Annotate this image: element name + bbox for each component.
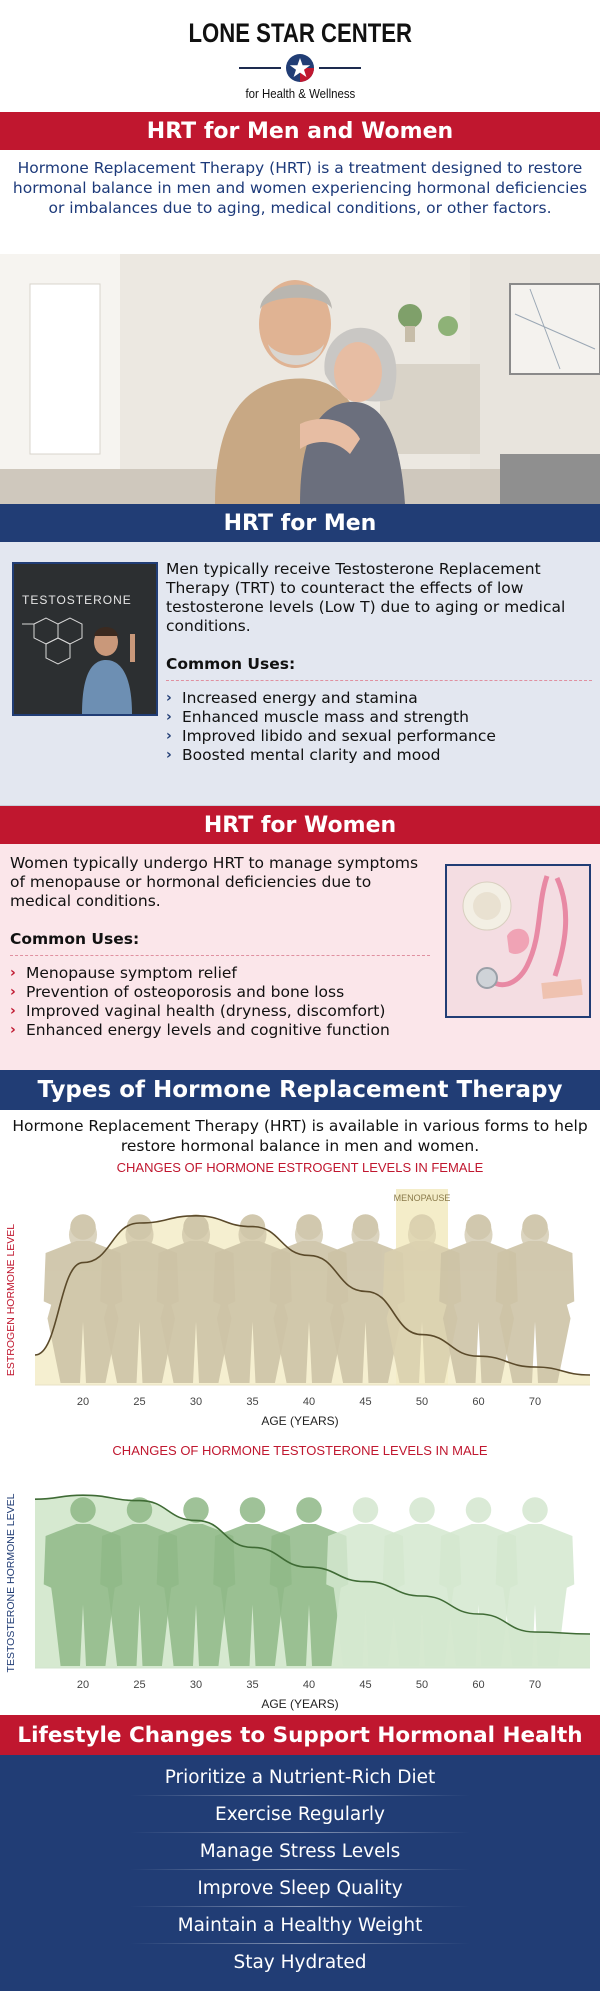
- x-tick-label: 50: [415, 1679, 429, 1691]
- stethoscope-illustration: [447, 866, 589, 1016]
- list-item: › Improved vaginal health (dryness, discomfort): [10, 1002, 386, 1020]
- chevron-right-icon: ›: [10, 1003, 16, 1019]
- women-title: HRT for Women: [0, 806, 600, 844]
- list-item: › Prevention of osteoporosis and bone loss: [10, 983, 345, 1001]
- women-uses-title: Common Uses:: [10, 930, 140, 948]
- men-divider: [166, 680, 592, 681]
- list-item: › Improved libido and sexual performance: [166, 727, 496, 745]
- couple-photo: [0, 254, 600, 504]
- types-intro: Hormone Replacement Therapy (HRT) is available in various forms to help restore hormonal balance in men and women.: [12, 1117, 588, 1155]
- lifestyle-item: Stay Hydrated: [233, 1951, 367, 1973]
- hero-title: HRT for Men and Women: [0, 112, 600, 150]
- women-description: Women typically undergo HRT to manage symptoms of menopause or hormonal deficiencies due to medical conditions.: [10, 854, 419, 910]
- women-section: [0, 844, 600, 1070]
- x-tick-label: 20: [76, 1396, 90, 1408]
- men-content: [166, 560, 592, 765]
- list-item: › Enhanced energy levels and cognitive function: [10, 1021, 390, 1039]
- lifestyle-item: Prioritize a Nutrient-Rich Diet: [164, 1766, 436, 1788]
- women-uses-list: [10, 964, 430, 1040]
- brand-tagline: for Health & Wellness: [245, 86, 355, 101]
- list-item: › Increased energy and stamina: [166, 689, 418, 707]
- lifestyle-item: Maintain a Healthy Weight: [177, 1914, 423, 1936]
- men-title: HRT for Men: [0, 504, 600, 542]
- male-chart-title: CHANGES OF HORMONE TESTOSTERONE LEVELS IN MALE: [112, 1443, 488, 1458]
- men-section: [0, 542, 600, 806]
- x-tick-label: 60: [472, 1396, 485, 1408]
- x-tick-label: 45: [359, 1396, 372, 1408]
- x-tick-label: 50: [415, 1396, 429, 1408]
- y-axis-label: TESTOSTERONE HORMONE LEVEL: [5, 1493, 17, 1673]
- hero-intro: Hormone Replacement Therapy (HRT) is a treatment designed to restore hormonal balance in men and women experiencing hormonal deficiencies or imbalances due to aging, medical conditions, or other factors.: [12, 159, 588, 217]
- lifestyle-section: [0, 1755, 600, 1991]
- logo-divider-right: [319, 67, 361, 69]
- logo-emblem: [0, 53, 600, 83]
- x-tick-label: 30: [189, 1396, 203, 1408]
- types-title: Types of Hormone Replacement Therapy: [0, 1070, 600, 1110]
- chevron-right-icon: ›: [166, 690, 172, 706]
- list-item: › Menopause symptom relief: [10, 964, 237, 982]
- x-axis-label: AGE (YEARS): [261, 1697, 339, 1711]
- men-uses-list: [166, 689, 592, 765]
- x-tick-label: 70: [528, 1679, 542, 1691]
- x-tick-label: 25: [133, 1679, 146, 1691]
- list-item: › Enhanced muscle mass and strength: [166, 708, 469, 726]
- x-tick-label: 60: [472, 1679, 485, 1691]
- lifestyle-item: Exercise Regularly: [215, 1803, 385, 1825]
- chevron-right-icon: ›: [10, 1022, 16, 1038]
- x-axis-label: AGE (YEARS): [261, 1414, 339, 1428]
- silhouette-figure: [496, 1214, 575, 1383]
- couple-illustration: [0, 254, 600, 504]
- menopause-label: MENOPAUSE: [393, 1193, 451, 1203]
- women-content: [10, 854, 430, 1040]
- logo: [0, 18, 600, 102]
- chevron-right-icon: ›: [166, 728, 172, 744]
- logo-divider-left: [239, 67, 281, 69]
- x-tick-label: 30: [189, 1679, 203, 1691]
- male-chart: [0, 1458, 600, 1715]
- x-tick-label: 35: [246, 1679, 259, 1691]
- men-uses-title: Common Uses:: [166, 655, 296, 673]
- lifestyle-item: Improve Sleep Quality: [197, 1877, 403, 1899]
- female-chart-title: CHANGES OF HORMONE ESTROGENT LEVELS IN FEMALE: [116, 1160, 484, 1175]
- lifestyle-item: Manage Stress Levels: [199, 1840, 401, 1862]
- men-description: Men typically receive Testosterone Replacement Therapy (TRT) to counteract the effects of low testosterone levels (Low T) due to aging or medical conditions.: [166, 560, 566, 635]
- x-tick-label: 20: [76, 1679, 90, 1691]
- star-icon: [285, 53, 315, 83]
- men-testosterone-photo: [12, 562, 158, 716]
- female-chart: [0, 1175, 600, 1431]
- x-tick-label: 40: [302, 1396, 316, 1408]
- men-image-text: TESTOSTERONE: [22, 593, 132, 607]
- women-divider: [10, 955, 430, 956]
- list-item: › Boosted mental clarity and mood: [166, 746, 441, 764]
- y-axis-label: ESTROGEN HORMONE LEVEL: [5, 1223, 17, 1377]
- chevron-right-icon: ›: [10, 965, 16, 981]
- header: [0, 0, 600, 112]
- lifestyle-title: Lifestyle Changes to Support Hormonal Health: [0, 1715, 600, 1755]
- x-tick-label: 45: [359, 1679, 372, 1691]
- brand-name: LONE STAR CENTER: [188, 18, 412, 48]
- x-tick-label: 25: [133, 1396, 146, 1408]
- female-chart-svg: [0, 1175, 600, 1431]
- chalkboard-illustration: [14, 564, 156, 714]
- x-tick-label: 35: [246, 1396, 259, 1408]
- x-tick-label: 40: [302, 1679, 316, 1691]
- chevron-right-icon: ›: [10, 984, 16, 1000]
- male-chart-svg: [0, 1458, 600, 1715]
- x-tick-label: 70: [528, 1396, 542, 1408]
- chevron-right-icon: ›: [166, 709, 172, 725]
- chevron-right-icon: ›: [166, 747, 172, 763]
- women-stethoscope-photo: [445, 864, 591, 1018]
